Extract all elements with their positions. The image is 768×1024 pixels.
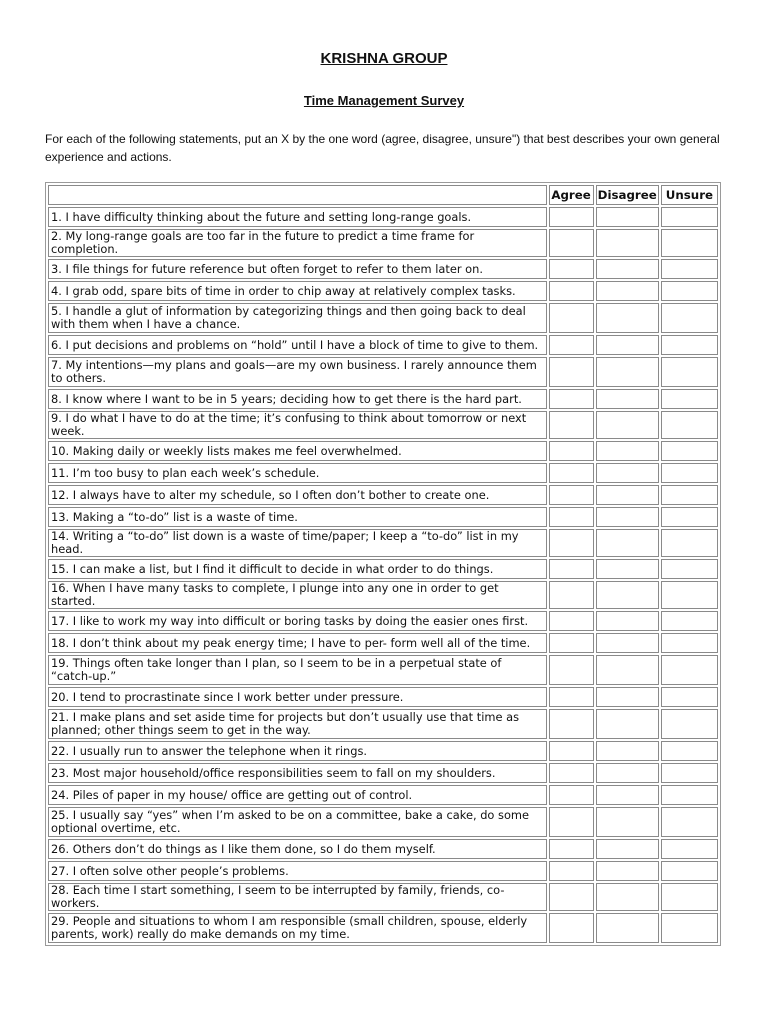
unsure-answer-cell[interactable] [661, 389, 718, 409]
unsure-answer-cell[interactable] [661, 785, 718, 805]
unsure-answer-cell[interactable] [661, 229, 718, 257]
table-row [48, 389, 718, 409]
statement-cell: 29. People and situations to whom I am responsible (small children, spouse, elderly parents, work) really do make demands on my time. [48, 913, 547, 943]
agree-answer-cell[interactable] [549, 785, 594, 805]
statement-cell: 17. I like to work my way into difficult or boring tasks by doing the easier ones first. [48, 611, 547, 631]
unsure-answer-cell[interactable] [661, 687, 718, 707]
table-row [48, 785, 718, 805]
statement-cell: 5. I handle a glut of information by categorizing things and then going back to deal with them when I have a chance. [48, 303, 547, 333]
unsure-answer-cell[interactable] [661, 861, 718, 881]
disagree-answer-cell[interactable] [596, 507, 659, 527]
disagree-answer-cell[interactable] [596, 633, 659, 653]
table-row [48, 741, 718, 761]
page-title: KRISHNA GROUP [320, 50, 448, 67]
table-header-row [48, 185, 718, 205]
unsure-answer-cell[interactable] [661, 655, 718, 685]
disagree-answer-cell[interactable] [596, 709, 659, 739]
survey-table [46, 183, 720, 945]
table-row [48, 335, 718, 355]
unsure-answer-cell[interactable] [661, 763, 718, 783]
disagree-answer-cell[interactable] [596, 655, 659, 685]
agree-answer-cell[interactable] [549, 763, 594, 783]
agree-answer-cell[interactable] [549, 463, 594, 483]
disagree-answer-cell[interactable] [596, 913, 659, 943]
disagree-answer-cell[interactable] [596, 807, 659, 837]
table-row [48, 763, 718, 783]
statement-cell: 15. I can make a list, but I find it difficult to decide in what order to do things. [48, 559, 547, 579]
agree-answer-cell[interactable] [549, 861, 594, 881]
statement-cell: 7. My intentions—my plans and goals—are my own business. I rarely announce them to others. [48, 357, 547, 387]
table-row [48, 861, 718, 881]
table-row [48, 463, 718, 483]
statement-cell: 20. I tend to procrastinate since I work better under pressure. [48, 687, 547, 707]
disagree-answer-cell[interactable] [596, 303, 659, 333]
disagree-answer-cell[interactable] [596, 389, 659, 409]
unsure-answer-cell[interactable] [661, 463, 718, 483]
unsure-answer-cell[interactable] [661, 335, 718, 355]
table-row [48, 839, 718, 859]
unsure-answer-cell[interactable] [661, 709, 718, 739]
table-row [48, 259, 718, 279]
disagree-answer-cell[interactable] [596, 411, 659, 439]
disagree-answer-cell[interactable] [596, 559, 659, 579]
unsure-answer-cell[interactable] [661, 207, 718, 227]
statement-cell: 21. I make plans and set aside time for projects but don’t usually use that time as planned; other things seem to get in the way. [48, 709, 547, 739]
table-row [48, 229, 718, 257]
statement-cell: 1. I have difficulty thinking about the future and setting long-range goals. [48, 207, 547, 227]
statement-cell: 2. My long-range goals are too far in the future to predict a time frame for completion. [48, 229, 547, 257]
statement-cell: 22. I usually run to answer the telephone when it rings. [48, 741, 547, 761]
table-row [48, 883, 718, 911]
statement-cell: 19. Things often take longer than I plan, so I seem to be in a perpetual state of “catch-up.” [48, 655, 547, 685]
unsure-answer-cell[interactable] [661, 839, 718, 859]
statement-cell: 26. Others don’t do things as I like them done, so I do them myself. [48, 839, 547, 859]
table-row [48, 529, 718, 557]
column-header-unsure: Unsure [661, 185, 718, 205]
agree-answer-cell[interactable] [549, 281, 594, 301]
statement-cell: 27. I often solve other people’s problems. [48, 861, 547, 881]
agree-answer-cell[interactable] [549, 633, 594, 653]
statement-cell: 24. Piles of paper in my house/ office are getting out of control. [48, 785, 547, 805]
table-row [48, 507, 718, 527]
unsure-answer-cell[interactable] [661, 913, 718, 943]
table-row [48, 687, 718, 707]
unsure-answer-cell[interactable] [661, 303, 718, 333]
agree-answer-cell[interactable] [549, 229, 594, 257]
statement-cell: 9. I do what I have to do at the time; it’s confusing to think about tomorrow or next week. [48, 411, 547, 439]
table-row [48, 709, 718, 739]
table-row [48, 611, 718, 631]
agree-answer-cell[interactable] [549, 913, 594, 943]
table-row [48, 281, 718, 301]
column-header-disagree: Disagree [596, 185, 659, 205]
statement-cell: 3. I file things for future reference but often forget to refer to them later on. [48, 259, 547, 279]
unsure-answer-cell[interactable] [661, 807, 718, 837]
statement-cell: 14. Writing a “to-do” list down is a waste of time/paper; I keep a “to-do” list in my head. [48, 529, 547, 557]
unsure-answer-cell[interactable] [661, 581, 718, 609]
survey-rows [48, 207, 718, 943]
statement-cell: 11. I’m too busy to plan each week’s schedule. [48, 463, 547, 483]
unsure-answer-cell[interactable] [661, 485, 718, 505]
disagree-answer-cell[interactable] [596, 441, 659, 461]
agree-answer-cell[interactable] [549, 411, 594, 439]
table-row [48, 485, 718, 505]
instructions-text: For each of the following statements, put an X by the one word (agree, disagree, unsure") that best describes your own general experience and actions. [45, 132, 720, 164]
statement-cell: 16. When I have many tasks to complete, I plunge into any one in order to get started. [48, 581, 547, 609]
table-row [48, 441, 718, 461]
agree-answer-cell[interactable] [549, 335, 594, 355]
statement-cell: 6. I put decisions and problems on “hold” until I have a block of time to give to them. [48, 335, 547, 355]
statement-cell: 28. Each time I start something, I seem to be interrupted by family, friends, co-workers. [48, 883, 547, 911]
agree-answer-cell[interactable] [549, 303, 594, 333]
survey-table-frame [45, 182, 721, 946]
statement-cell: 13. Making a “to-do” list is a waste of time. [48, 507, 547, 527]
disagree-answer-cell[interactable] [596, 883, 659, 911]
table-row [48, 633, 718, 653]
agree-answer-cell[interactable] [549, 807, 594, 837]
statement-cell: 18. I don’t think about my peak energy time; I have to per- form well all of the time. [48, 633, 547, 653]
unsure-answer-cell[interactable] [661, 741, 718, 761]
agree-answer-cell[interactable] [549, 741, 594, 761]
statement-cell: 23. Most major household/office responsibilities seem to fall on my shoulders. [48, 763, 547, 783]
disagree-answer-cell[interactable] [596, 763, 659, 783]
disagree-answer-cell[interactable] [596, 229, 659, 257]
unsure-answer-cell[interactable] [661, 441, 718, 461]
agree-answer-cell[interactable] [549, 883, 594, 911]
statement-cell: 8. I know where I want to be in 5 years; deciding how to get there is the hard part. [48, 389, 547, 409]
unsure-answer-cell[interactable] [661, 559, 718, 579]
statement-cell: 10. Making daily or weekly lists makes me feel overwhelmed. [48, 441, 547, 461]
agree-answer-cell[interactable] [549, 507, 594, 527]
table-row [48, 655, 718, 685]
disagree-answer-cell[interactable] [596, 463, 659, 483]
column-header-agree: Agree [549, 185, 594, 205]
table-row [48, 303, 718, 333]
survey-title: Time Management Survey [303, 93, 465, 108]
table-row [48, 411, 718, 439]
agree-answer-cell[interactable] [549, 207, 594, 227]
disagree-answer-cell[interactable] [596, 687, 659, 707]
disagree-answer-cell[interactable] [596, 529, 659, 557]
disagree-answer-cell[interactable] [596, 259, 659, 279]
table-row [48, 207, 718, 227]
disagree-answer-cell[interactable] [596, 611, 659, 631]
disagree-answer-cell[interactable] [596, 581, 659, 609]
unsure-answer-cell[interactable] [661, 259, 718, 279]
disagree-answer-cell[interactable] [596, 741, 659, 761]
table-row [48, 357, 718, 387]
statement-cell: 25. I usually say “yes” when I’m asked to be on a committee, bake a cake, do some optional overtime, etc. [48, 807, 547, 837]
disagree-answer-cell[interactable] [596, 861, 659, 881]
statement-cell: 4. I grab odd, spare bits of time in order to chip away at relatively complex tasks. [48, 281, 547, 301]
disagree-answer-cell[interactable] [596, 785, 659, 805]
agree-answer-cell[interactable] [549, 357, 594, 387]
column-header-statement [48, 185, 547, 205]
agree-answer-cell[interactable] [549, 441, 594, 461]
disagree-answer-cell[interactable] [596, 207, 659, 227]
disagree-answer-cell[interactable] [596, 839, 659, 859]
agree-answer-cell[interactable] [549, 389, 594, 409]
agree-answer-cell[interactable] [549, 655, 594, 685]
agree-answer-cell[interactable] [549, 581, 594, 609]
table-row [48, 807, 718, 837]
table-row [48, 913, 718, 943]
disagree-answer-cell[interactable] [596, 485, 659, 505]
table-row [48, 581, 718, 609]
unsure-answer-cell[interactable] [661, 357, 718, 387]
unsure-answer-cell[interactable] [661, 411, 718, 439]
agree-answer-cell[interactable] [549, 529, 594, 557]
unsure-answer-cell[interactable] [661, 883, 718, 911]
table-row [48, 559, 718, 579]
disagree-answer-cell[interactable] [596, 335, 659, 355]
agree-answer-cell[interactable] [549, 559, 594, 579]
agree-answer-cell[interactable] [549, 839, 594, 859]
unsure-answer-cell[interactable] [661, 611, 718, 631]
disagree-answer-cell[interactable] [596, 281, 659, 301]
unsure-answer-cell[interactable] [661, 281, 718, 301]
unsure-answer-cell[interactable] [661, 529, 718, 557]
unsure-answer-cell[interactable] [661, 507, 718, 527]
agree-answer-cell[interactable] [549, 709, 594, 739]
statement-cell: 12. I always have to alter my schedule, so I often don’t bother to create one. [48, 485, 547, 505]
agree-answer-cell[interactable] [549, 611, 594, 631]
agree-answer-cell[interactable] [549, 687, 594, 707]
agree-answer-cell[interactable] [549, 259, 594, 279]
unsure-answer-cell[interactable] [661, 633, 718, 653]
disagree-answer-cell[interactable] [596, 357, 659, 387]
agree-answer-cell[interactable] [549, 485, 594, 505]
